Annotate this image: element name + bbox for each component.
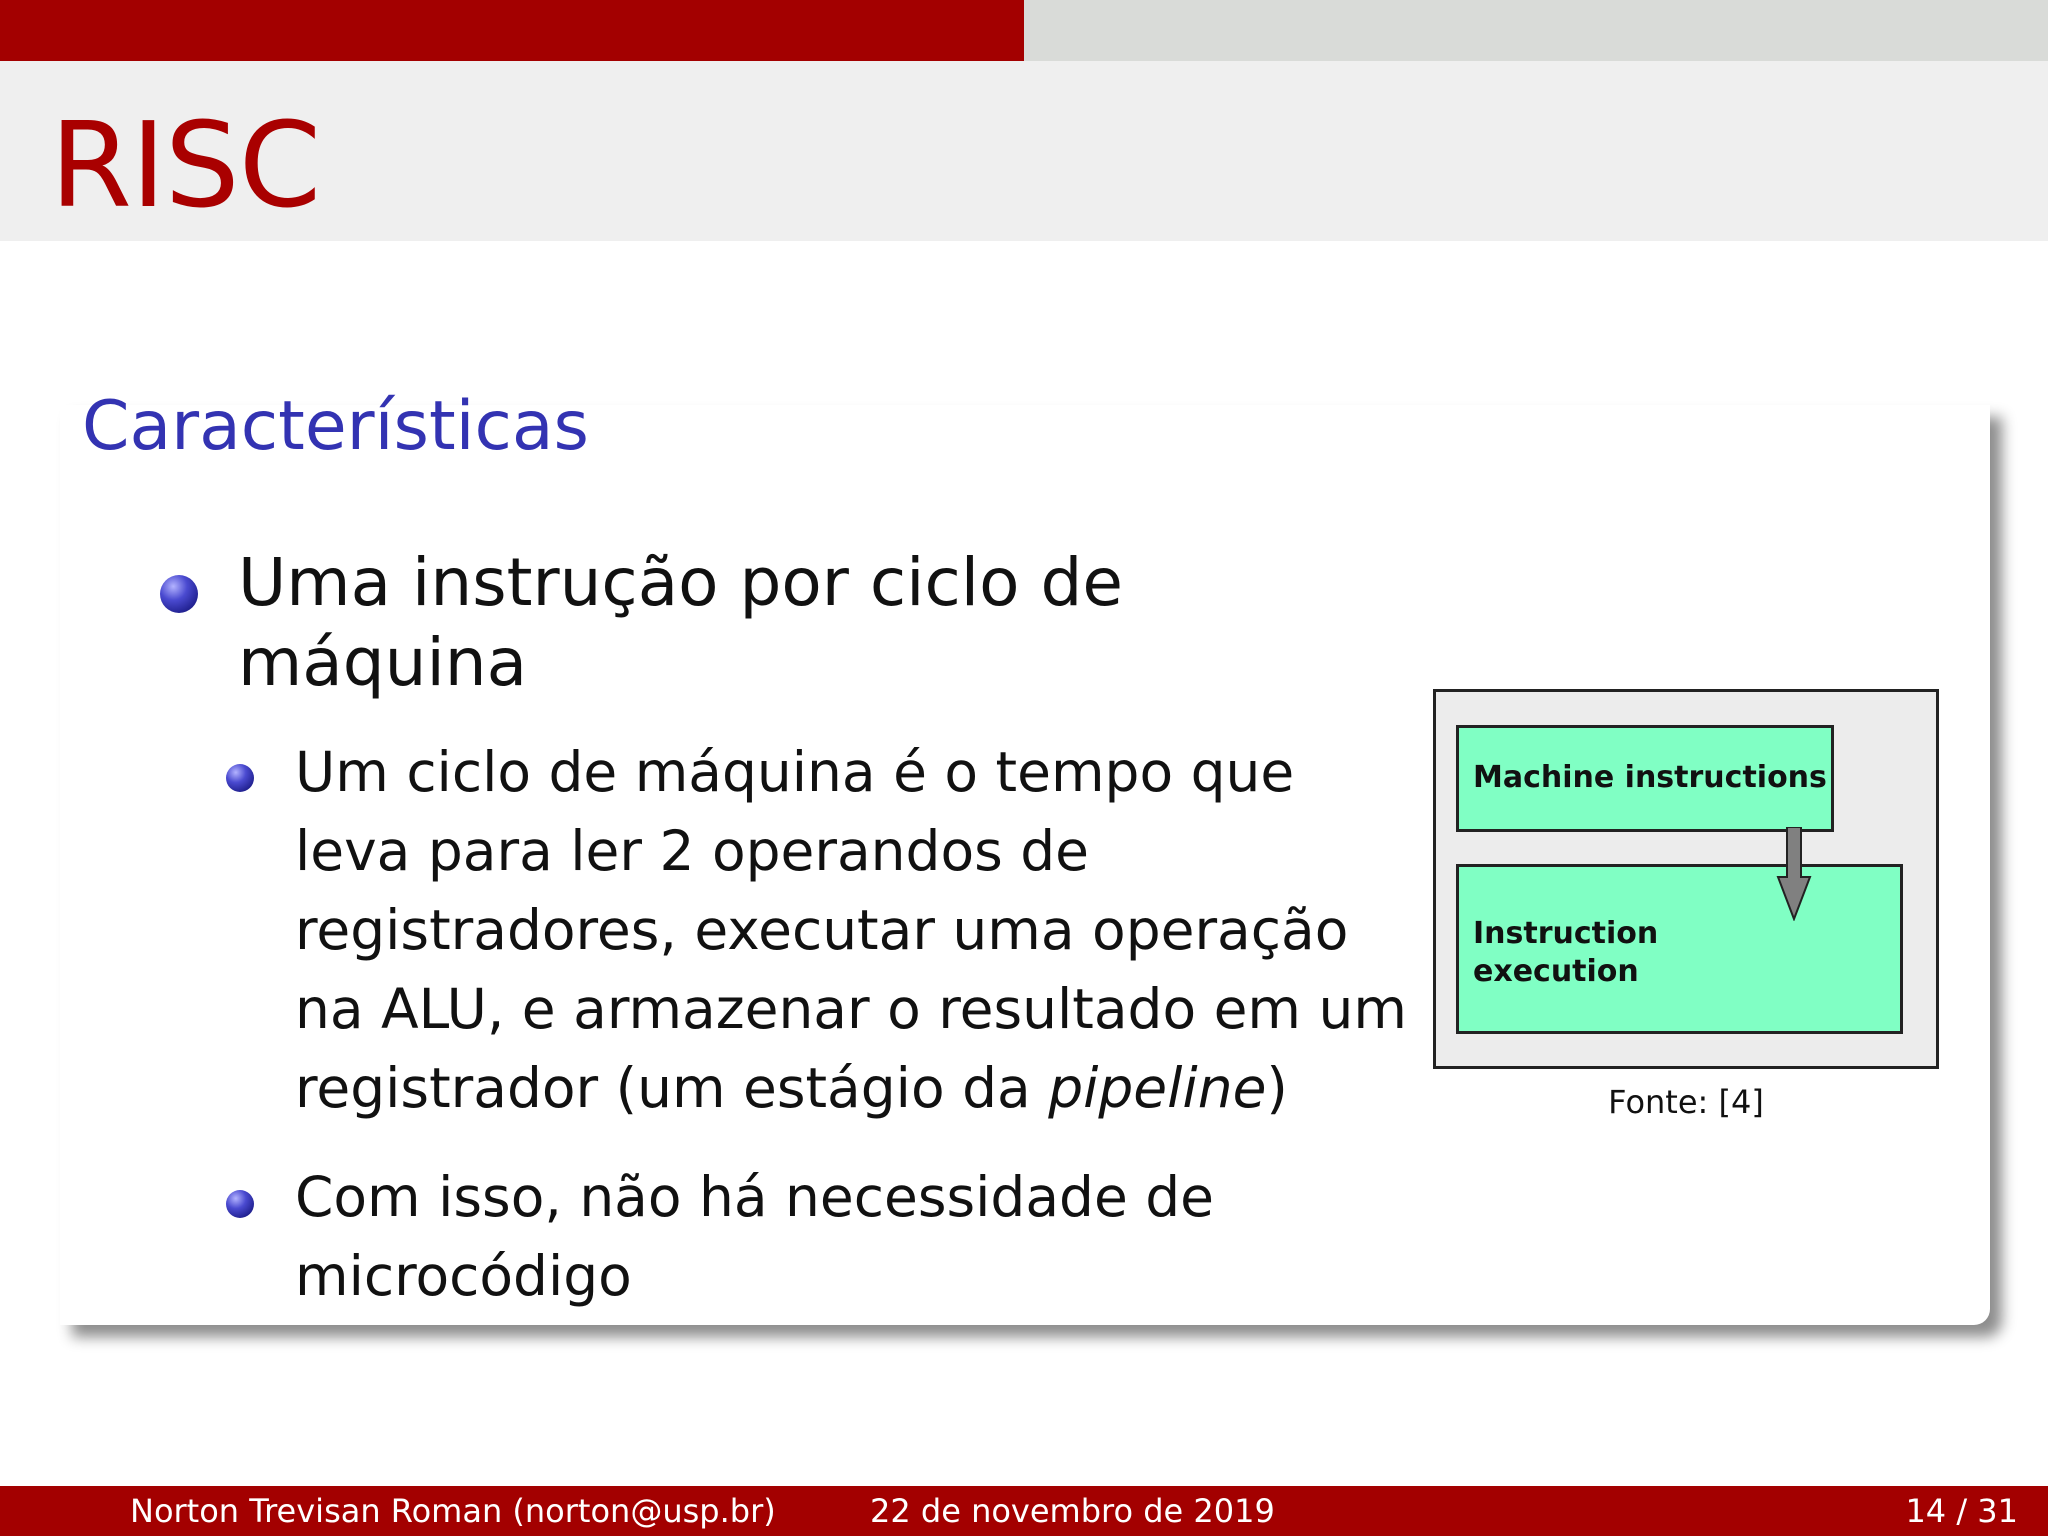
instruction-execution-box: [1456, 864, 1903, 1034]
footer-page-number: 14 / 31: [1905, 1492, 2018, 1530]
sub-bullet-item-1: [295, 733, 1425, 1128]
footer-date: 22 de novembro de 2019: [870, 1492, 1275, 1530]
figure-diagram: [1433, 689, 1939, 1069]
down-arrow-icon: [1774, 827, 1814, 921]
bullet-item-1: Uma instrução por ciclo de máquina: [238, 544, 1124, 701]
bullet-icon: [226, 764, 254, 792]
machine-instructions-box: [1456, 725, 1834, 832]
sub-bullet-item-2: Com isso, não há necessidade de microcódigo: [295, 1165, 1215, 1308]
sub-bullet-text: Um ciclo de máquina é o tempo que leva para ler 2 operandos de registradores, executar uma operação na ALU, e armazenar o resultado em um registrador (um estágio da: [295, 740, 1407, 1120]
footer-bar: [0, 1486, 2048, 1536]
bullet-icon: [226, 1190, 254, 1218]
progress-bar-fill: [0, 0, 1024, 61]
block-title: Características: [82, 387, 589, 466]
progress-bar-track: [0, 0, 2048, 61]
sub-bullet-text-end: ): [1266, 1056, 1288, 1120]
machine-instructions-label: Machine instructions: [1473, 760, 1827, 795]
instruction-execution-label: Instruction execution: [1473, 916, 1659, 989]
footer-author: Norton Trevisan Roman (norton@usp.br): [130, 1492, 776, 1530]
bullet-icon: [160, 575, 198, 613]
frame-title: RISC: [50, 96, 321, 234]
figure-caption: Fonte: [4]: [1608, 1083, 1764, 1121]
sub-bullet-italic: pipeline: [1048, 1056, 1267, 1120]
